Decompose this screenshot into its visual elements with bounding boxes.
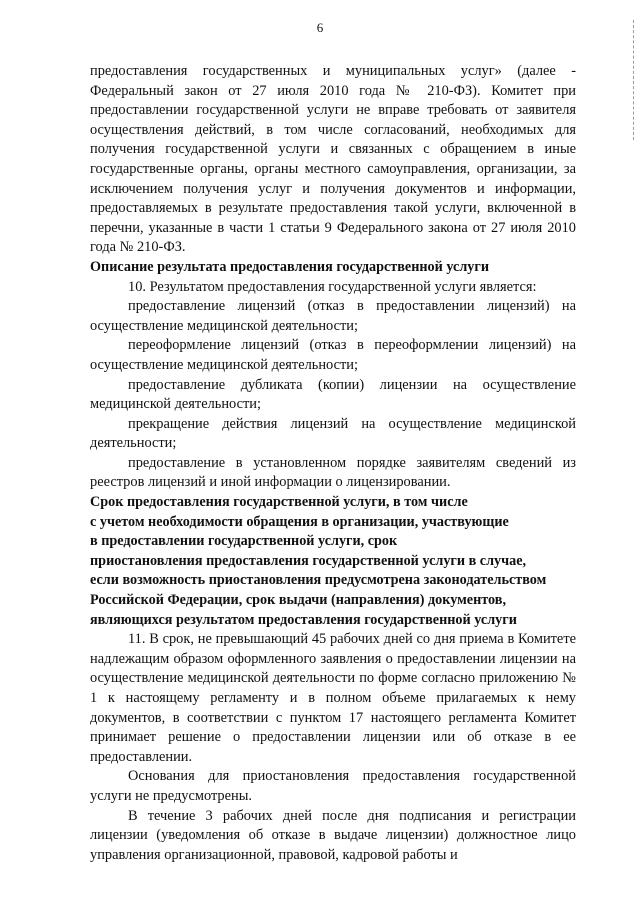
- section-heading-result: Описание результата предоставления государственной услуги: [90, 258, 489, 275]
- paragraph-11: 11. В срок, не превышающий 45 рабочих дней со дня приема в Комитете надлежащим образом оформленного заявления о предоставлении лицензии на осуществление медицинской деятельности по форме согласно приложению № 1 к настоящему регламенту и в полном объеме прилагаемых к нему документов, в соответствии с пунктом 17 настоящего регламента Комитет принимает решение о предоставлении лицензии или об отказе в ее предоставлении.: [90, 631, 576, 765]
- heading-line: являющихся результатом предоставления государственной услуги: [90, 611, 517, 628]
- heading-line: в предоставлении государственной услуги, срок: [90, 533, 398, 550]
- document-body: [90, 62, 576, 865]
- heading-line: Срок предоставления государственной услуги, в том числе: [90, 494, 468, 511]
- page-number: 6: [316, 20, 324, 35]
- paragraph-10-intro: 10. Результатом предоставления государственной услуги является:: [128, 278, 537, 295]
- result-item: переоформление лицензий (отказ в переоформлении лицензий) на осуществление медицинской деятельности;: [90, 337, 576, 373]
- paragraph-continuation: предоставления государственных и муниципальных услуг» (далее - Федеральный закон от 27 июля 2010 года № 210-ФЗ). Комитет при предоставлении государственной услуги не вправе требовать от заявителя осуществления действий, в том числе согласований, необходимых для получения государственной услуги и связанных с обращением в иные государственные органы, органы местного самоуправления, организации, за исключением получения услуг и получения документов и информации, предоставляемых в результате предоставления такой услуги, включенной в перечни, указанные в части 1 статьи 9 Федерального закона от 27 июля 2010 года № 210-ФЗ.: [90, 63, 576, 256]
- scan-edge-mark: [631, 20, 634, 140]
- section-heading-terms: [90, 493, 576, 630]
- heading-line: если возможность приостановления предусмотрена законодательством: [90, 572, 547, 589]
- result-item: прекращение действия лицензий на осуществление медицинской деятельности;: [90, 415, 576, 452]
- result-item: предоставление в установленном порядке заявителям сведений из реестров лицензий и иной информации о лицензировании.: [90, 454, 576, 491]
- result-item: предоставление дубликата (копии) лицензии на осуществление медицинской деятельности;: [90, 376, 576, 413]
- paragraph-suspension: Основания для приостановления предоставления государственной услуги не предусмотрены.: [90, 768, 576, 804]
- result-item: предоставление лицензий (отказ в предоставлении лицензий) на осуществление медицинской деятельности;: [90, 298, 576, 334]
- heading-line: Российской Федерации, срок выдачи (направления) документов,: [90, 592, 506, 609]
- heading-line: приостановления предоставления государственной услуги в случае,: [90, 552, 527, 569]
- paragraph-issuance: В течение 3 рабочих дней после дня подписания и регистрации лицензии (уведомления об отказе в выдаче лицензии) должностное лицо управления организационной, правовой, кадровой работы и: [90, 807, 576, 863]
- heading-line: с учетом необходимости обращения в организации, участвующие: [90, 513, 509, 530]
